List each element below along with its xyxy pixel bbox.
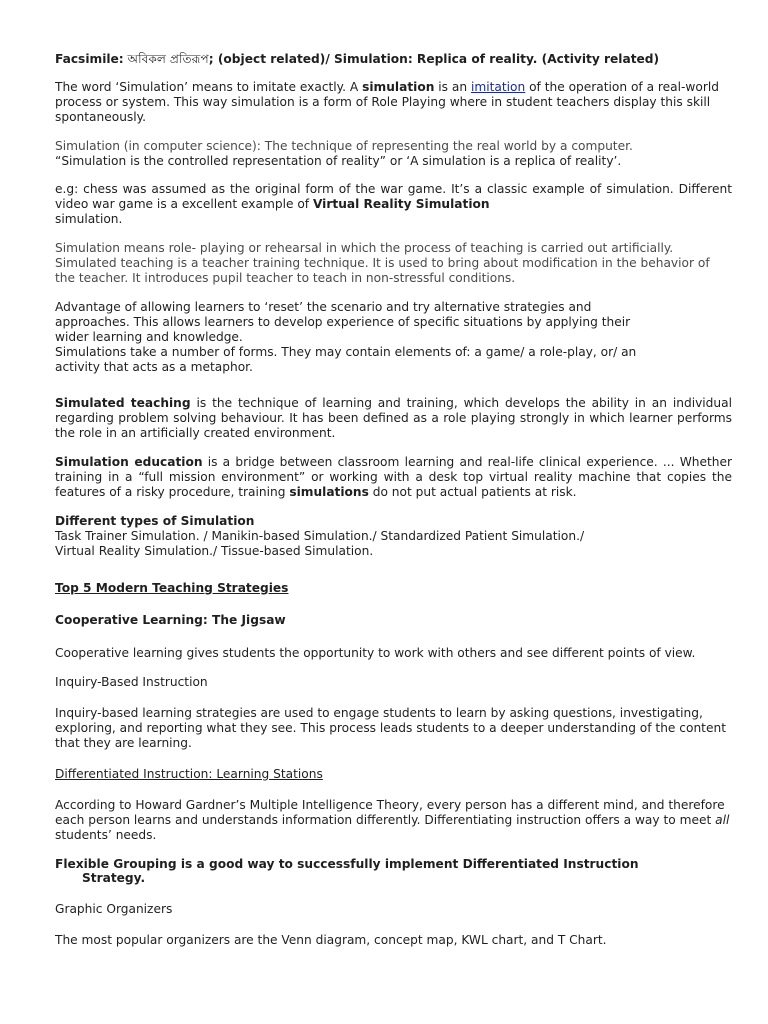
facsimile-label: Facsimile: <box>55 52 124 66</box>
bold-term: Virtual Reality Simulation <box>312 197 490 212</box>
paragraph-chess-example <box>55 182 732 227</box>
section-heading: Top 5 Modern Teaching Strategies <box>55 580 289 595</box>
text-line: Task Trainer Simulation. / Manikin-based Simulation./ Standardized Patient Simulation./ <box>55 528 585 543</box>
text-run: of the operation of a real-world process or system. This way simulation is a form of Role Playing where in student teachers display this skill spontaneously. <box>55 79 719 124</box>
cooperative-text: Cooperative learning gives students the opportunity to work with others and see different points of view. <box>55 646 696 661</box>
text-run: The word ‘Simulation’ means to imitate exactly. A <box>55 79 363 94</box>
graphic-organizers-text: The most popular organizers are the Venn diagram, concept map, KWL chart, and T Chart. <box>55 933 607 948</box>
text-line: “Simulation is the controlled representation of reality” or ‘A simulation is a replica of reality’. <box>55 153 622 168</box>
differentiated-text <box>55 798 732 843</box>
section-types-of-simulation <box>55 514 732 559</box>
text-line: Strategy. <box>82 871 146 886</box>
page-title <box>55 52 732 67</box>
italic-term: all <box>715 812 730 827</box>
paragraph-advantages <box>55 300 732 375</box>
section-heading: Different types of Simulation <box>55 513 255 528</box>
inquiry-heading: Inquiry-Based Instruction <box>55 675 208 690</box>
paragraph-computer-science <box>55 139 732 169</box>
paragraph-simulation-definition <box>55 80 732 125</box>
text-line: approaches. This allows learners to develop experience of specific situations by applying their <box>55 314 631 329</box>
paragraph-simulated-teaching <box>55 396 732 441</box>
text-run: e.g: chess was assumed as the original form of the war game. It’s a classic example of simulation. Different video war game is a excellent example of <box>55 182 732 212</box>
text-run: do not put actual patients at risk. <box>368 484 577 499</box>
text-line: activity that acts as a metaphor. <box>55 359 253 374</box>
text-line: Simulation (in computer science): The technique of representing the real world by a computer. <box>55 138 633 153</box>
bold-term: simulation <box>362 79 435 94</box>
text-run: According to Howard Gardner’s Multiple Intelligence Theory, every person has a different mind, and therefore each person learns and understands information differently. Differentiating instruction offers a way to meet <box>55 797 725 827</box>
graphic-organizers-heading: Graphic Organizers <box>55 902 173 917</box>
text-run: is an <box>434 79 471 94</box>
bold-term: Simulation education <box>55 455 203 470</box>
bold-term: simulations <box>289 484 369 499</box>
flexible-grouping-heading <box>55 857 732 887</box>
cooperative-heading: Cooperative Learning: The Jigsaw <box>55 613 286 628</box>
top5-heading <box>55 581 732 596</box>
bengali-text: অবিকল প্রতিরূপ <box>123 52 209 66</box>
text-line: Flexible Grouping is a good way to successfully implement Differentiated Instruction <box>55 856 639 871</box>
text-line: wider learning and knowledge. <box>55 329 243 344</box>
paragraph-simulation-education <box>55 455 732 500</box>
text-run: is the technique of learning and training, which develops the ability in an individual regarding problem solving behaviour. It has been defined as a role playing strongly in which learner performs the role in an artificially created environment. <box>55 396 732 441</box>
differentiated-heading: Differentiated Instruction: Learning Stations <box>55 766 323 781</box>
text-line: Simulations take a number of forms. They may contain elements of: a game/ a role-play, or/ an <box>55 344 637 359</box>
bold-term: Simulated teaching <box>55 396 191 411</box>
text-line: Virtual Reality Simulation./ Tissue-based Simulation. <box>55 543 374 558</box>
text-line: Advantage of allowing learners to ‘reset’ the scenario and try alternative strategies and <box>55 299 592 314</box>
imitation-link[interactable]: imitation <box>470 79 526 94</box>
paragraph-role-playing: Simulation means role- playing or rehearsal in which the process of teaching is carried out artificially. Simulated teaching is a teacher training technique. It is used to bring about modification in the behavior of the teacher. It introduces pupil teacher to teach in non-stressful conditions. <box>55 241 710 285</box>
text-run: simulation. <box>55 212 123 227</box>
text-run: is a bridge between classroom learning and real-life clinical experience. ... Whether training in a “full mission environment” or working with a desk top virtual reality machine that copies the features of a risky procedure, training <box>55 455 732 499</box>
text-run: students’ needs. <box>55 827 157 842</box>
title-rest: ; (object related)/ Simulation: Replica of reality. (Activity related) <box>208 52 660 66</box>
inquiry-text: Inquiry-based learning strategies are used to engage students to learn by asking questions, investigating, exploring, and reporting what they see. This process leads students to a deeper understanding of the content that they are learning. <box>55 706 726 750</box>
